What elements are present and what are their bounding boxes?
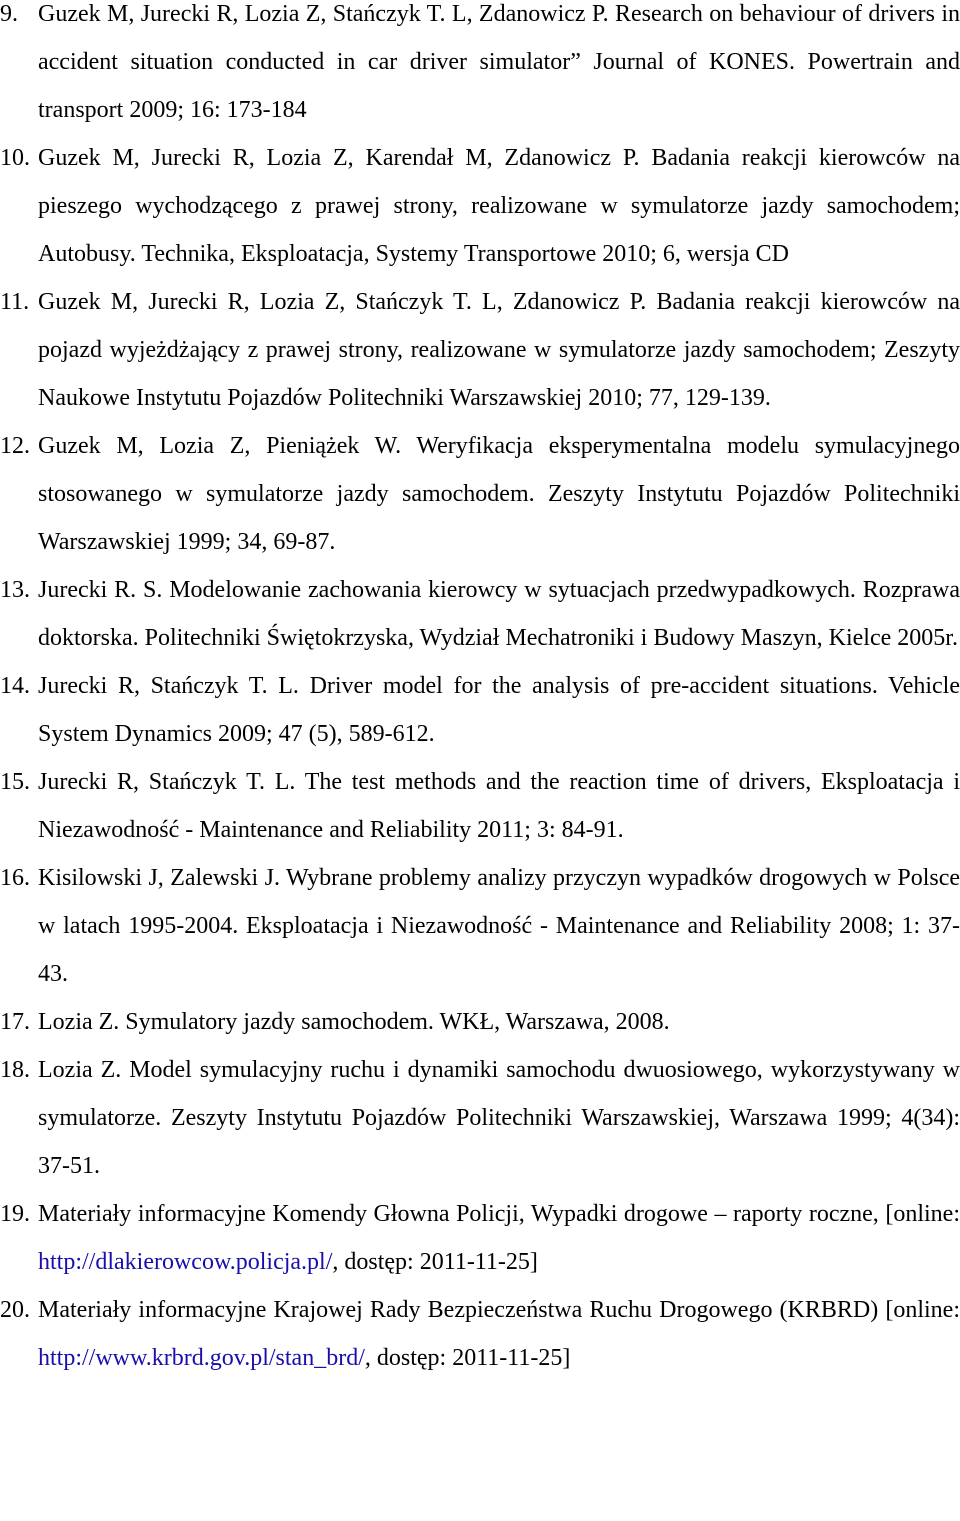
reference-text: Lozia Z. Model symulacyjny ruchu i dynamiki samochodu dwuosiowego, wykorzystywany w symulatorze. Zeszyty Instytutu Pojazdów Politechniki Warszawskiej, Warszawa 1999; 4(34): 37-51. <box>38 1057 960 1179</box>
reference-link[interactable]: http://www.krbrd.gov.pl/stan_brd/ <box>38 1345 365 1371</box>
reference-text: Jurecki R, Stańczyk T. L. Driver model for the analysis of pre-accident situations. Vehicle System Dynamics 2009; 47 (5), 589-612. <box>38 673 960 747</box>
reference-item <box>0 1046 960 1190</box>
reference-text: Guzek M, Jurecki R, Lozia Z, Stańczyk T. L, Zdanowicz P. Research on behaviour of drivers in accident situation conducted in car driver simulator” Journal of KONES. Powertrain and transport 2009; 16: 173-184 <box>38 1 960 123</box>
reference-text: Jurecki R, Stańczyk T. L. The test methods and the reaction time of drivers, Eksploatacja i Niezawodność - Maintenance and Reliability 2011; 3: 84-91. <box>38 769 960 843</box>
reference-text-after-link: , dostęp: 2011-11-25] <box>332 1249 538 1275</box>
reference-number: 19. <box>0 1201 30 1227</box>
reference-text-after-link: , dostęp: 2011-11-25] <box>364 1345 571 1371</box>
reference-text: Guzek M, Jurecki R, Lozia Z, Stańczyk T. L, Zdanowicz P. Badania reakcji kierowców na pojazd wyjeżdżający z prawej strony, realizowane w symulatorze jazdy samochodem; Zeszyty Naukowe Instytutu Pojazdów Politechniki Warszawskiej 2010; 77, 129-139. <box>38 289 960 411</box>
reference-item <box>0 998 960 1046</box>
reference-text: Kisilowski J, Zalewski J. Wybrane problemy analizy przyczyn wypadków drogowych w Polsce w latach 1995-2004. Eksploatacja i Niezawodność - Maintenance and Reliability 2008; 1: 37-43. <box>38 865 960 987</box>
reference-text: Guzek M, Lozia Z, Pieniążek W. Weryfikacja eksperymentalna modelu symulacyjnego stosowanego w symulatorze jazdy samochodem. Zeszyty Instytutu Pojazdów Politechniki Warszawskiej 1999; 34, 69-87. <box>38 433 960 555</box>
reference-number: 15. <box>0 769 30 795</box>
reference-item <box>0 662 960 758</box>
reference-item <box>0 854 960 998</box>
reference-item <box>0 566 960 662</box>
reference-number: 10. <box>0 145 30 171</box>
reference-item <box>0 134 960 278</box>
reference-number: 17. <box>0 1009 30 1035</box>
reference-number: 16. <box>0 865 30 891</box>
reference-number: 20. <box>0 1297 30 1323</box>
reference-item <box>0 1190 960 1286</box>
reference-item <box>0 0 960 134</box>
reference-text-before-link: Materiały informacyjne Krajowej Rady Bezpieczeństwa Ruchu Drogowego (KRBRD) [online: <box>38 1297 960 1323</box>
reference-number: 13. <box>0 577 30 603</box>
reference-item <box>0 758 960 854</box>
reference-item <box>0 422 960 566</box>
reference-item <box>0 278 960 422</box>
reference-number: 12. <box>0 433 30 459</box>
reference-number: 18. <box>0 1057 30 1083</box>
reference-text: Lozia Z. Symulatory jazdy samochodem. WKŁ, Warszawa, 2008. <box>38 1009 670 1035</box>
reference-number: 9. <box>0 1 18 27</box>
reference-link[interactable]: http://dlakierowcow.policja.pl/ <box>38 1249 333 1275</box>
reference-number: 14. <box>0 673 30 699</box>
reference-text: Guzek M, Jurecki R, Lozia Z, Karendał M, Zdanowicz P. Badania reakcji kierowców na pieszego wychodzącego z prawej strony, realizowane w symulatorze jazdy samochodem; Autobusy. Technika, Eksploatacja, Systemy Transportowe 2010; 6, wersja CD <box>38 145 960 267</box>
reference-item <box>0 1286 960 1382</box>
reference-text: Jurecki R. S. Modelowanie zachowania kierowcy w sytuacjach przedwypadkowych. Rozprawa doktorska. Politechniki Świętokrzyska, Wydział Mechatroniki i Budowy Maszyn, Kielce 2005r. <box>38 577 960 651</box>
reference-text-before-link: Materiały informacyjne Komendy Głowna Policji, Wypadki drogowe – raporty roczne, [online: <box>38 1201 960 1227</box>
reference-number: 11. <box>0 289 30 315</box>
